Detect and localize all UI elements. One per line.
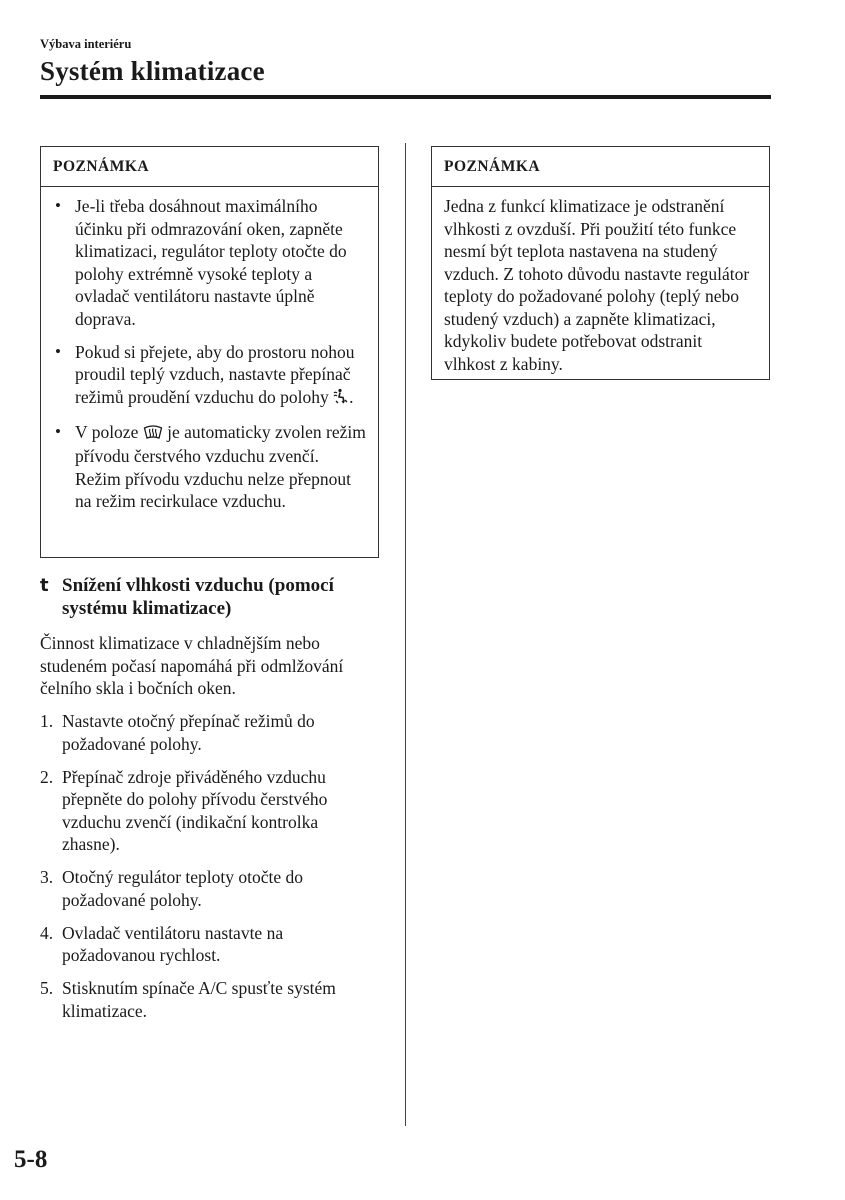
subsection-heading (40, 574, 385, 620)
title-rule (40, 95, 771, 99)
note-bullet-2 (53, 341, 366, 411)
step-text: Nastavte otočný přepínač režimů do požadované polohy. (62, 711, 315, 754)
note-bullet-3-text-a: V poloze (75, 421, 143, 442)
step-text: Stisknutím spínače A/C spusťte systém klimatizace. (62, 978, 336, 1021)
step-item (40, 866, 380, 911)
windshield-defrost-icon (143, 423, 163, 446)
section-label: Výbava interiéru (40, 37, 132, 51)
subsection-marker: t (40, 575, 49, 596)
step-item (40, 710, 380, 755)
step-text: Přepínač zdroje přiváděného vzduchu přepněte do polohy přívodu čerstvého vzduchu zvenčí (indikační kontrolka zhasne). (62, 766, 328, 854)
step-item (40, 766, 380, 856)
note-bullet-3 (53, 421, 366, 513)
intro-paragraph: Činnost klimatizace v chladnějším nebo studeném počasí napomáhá při odmlžování čelního skla i bočních oken. (40, 633, 344, 698)
note-bullet-2-text-a: Pokud si přejete, aby do prostoru nohou proudil teplý vzduch, nastavte přepínač režimů proudění vzduchu do polohy (75, 341, 355, 407)
step-number: 5. (40, 978, 54, 998)
floor-defrost-mode-icon (333, 388, 349, 411)
step-number: 2. (40, 766, 54, 787)
note-bullet-1 (53, 195, 366, 330)
note-bullet-3-text-b: je automaticky zvolen režim přívodu čerstvého vzduchu zvenčí. Režim přívodu vzduchu nelze přepnout na režim recirkulace vzduchu. (75, 421, 366, 511)
step-number: 3. (40, 867, 54, 887)
right-note-box (431, 146, 770, 380)
left-note-heading: POZNÁMKA (41, 147, 378, 187)
subsection-title: Snížení vlhkosti vzduchu (pomocí systému klimatizace) (62, 575, 334, 619)
right-note-body: Jedna z funkcí klimatizace je odstranění vlhkosti z ovzduší. Při použití této funkce nesmí být teplota nastavena na studený vzduch. Z tohoto důvodu nastavte regulátor teploty do požadované polohy (teplý nebo studený vzduch) a zapněte klimatizaci, kdykoliv budete potřebovat odstranit vlhkost z kabiny. (444, 196, 750, 374)
left-note-box (40, 146, 379, 558)
page-title: Systém klimatizace (40, 56, 265, 86)
note-bullet-1-text: Je-li třeba dosáhnout maximálního účinku při odmrazování oken, zapněte klimatizaci, regulátor teploty otočte do polohy extrémně vysoké teploty a ovladač ventilátoru nastavte úplně doprava. (75, 196, 347, 329)
step-text: Ovladač ventilátoru nastavte na požadovanou rychlost. (62, 922, 284, 965)
steps-list (40, 710, 380, 1033)
left-note-list (53, 195, 366, 513)
left-note-body (41, 187, 378, 519)
step-number: 4. (40, 922, 54, 943)
step-item (40, 977, 380, 1022)
note-bullet-2-text-b: . (349, 386, 354, 407)
right-note-heading: POZNÁMKA (432, 147, 769, 187)
step-text: Otočný regulátor teploty otočte do požadované polohy. (62, 867, 304, 910)
step-item (40, 922, 380, 967)
column-divider (405, 143, 406, 1126)
step-number: 1. (40, 711, 54, 731)
page-number: 5-8 (14, 1146, 48, 1173)
